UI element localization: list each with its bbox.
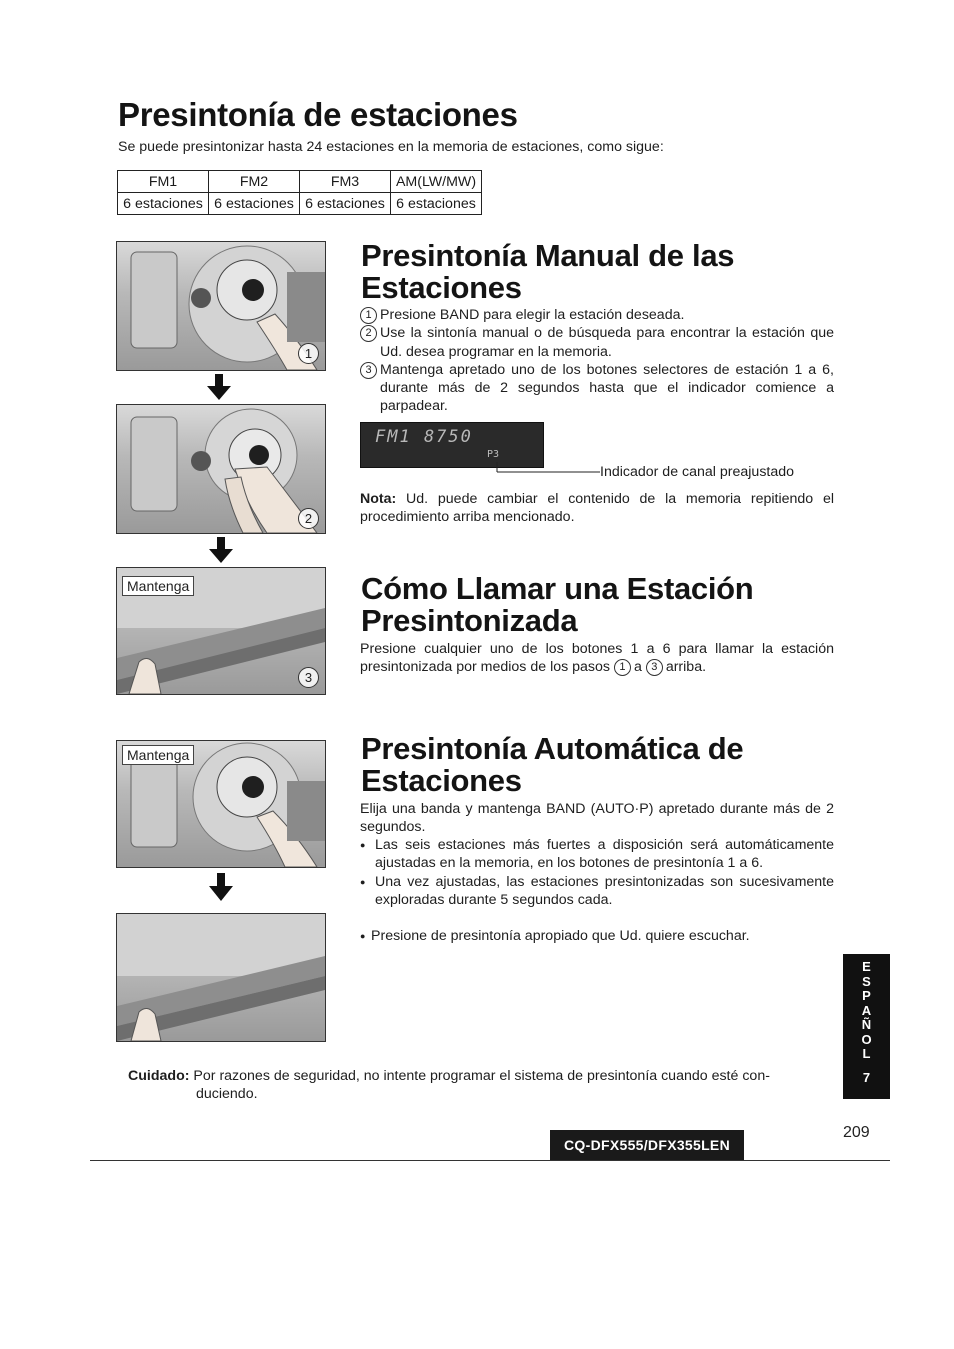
caution-text: Por razones de seguridad, no intente programar el sistema de presintonía cuando esté con-: [193, 1068, 770, 1084]
page-number: 209: [843, 1124, 870, 1141]
section-title-recall-line1: Cómo Llamar una Estación: [361, 571, 754, 606]
step-text: Use la sintonía manual o de búsqueda para encontrar la estación que Ud. desea programar en la memoria.: [380, 325, 834, 360]
note-paragraph: [360, 490, 834, 527]
down-arrow-icon: [208, 537, 234, 563]
section-intro: Se puede presintonizar hasta 24 estaciones en la memoria de estaciones, como sigue:: [118, 139, 664, 155]
mantenga-label: Mantenga: [122, 576, 194, 596]
side-tab-letter: L: [862, 1046, 871, 1061]
section-title-auto-line2: Estaciones: [361, 763, 522, 798]
recall-paragraph: [360, 640, 834, 677]
step-text: Mantenga apretado uno de los botones selectores de estación 1 a 6, durante más de 2 segundos hasta que el indicador comience a parpadear.: [380, 361, 834, 415]
recall-text: Presione cualquier uno de los botones 1 a 6 para llamar la estación presintonizada por medios de los pasos: [360, 641, 834, 676]
list-item: ● Las seis estaciones más fuertes a disposición será automáticamente ajustadas en la memoria, en los botones de presintonía 1 a 6.: [360, 836, 834, 873]
side-tab-letter: A: [861, 1002, 872, 1018]
table-header-cell: AM(LW/MW): [391, 171, 482, 193]
table-cell: 6 estaciones: [209, 193, 300, 215]
recall-text: arriba.: [665, 659, 707, 676]
section-title-manual-line2: Estaciones: [361, 270, 522, 305]
radio-dial-illustration: [117, 242, 325, 370]
step-number: 1: [360, 307, 377, 324]
section-title-recall-line2: Presintonizada: [361, 603, 578, 638]
manual-steps-list: [360, 306, 834, 416]
note-label: Nota:: [360, 491, 397, 507]
model-label: CQ-DFX555/DFX355LEN: [550, 1130, 744, 1161]
side-tab-letter: P: [862, 988, 871, 1003]
table-row: [118, 193, 482, 215]
figure-step1-photo: [116, 241, 326, 371]
table-cell: 6 estaciones: [118, 193, 209, 215]
table-cell: 6 estaciones: [391, 193, 482, 215]
table-cell: 6 estaciones: [300, 193, 391, 215]
section-title-auto-line1: Presintonía Automática de: [361, 731, 744, 766]
down-arrow-icon: [206, 374, 232, 400]
display-readout: FM1 8750: [375, 427, 473, 447]
section-title-manual-line1: Presintonía Manual de las: [361, 238, 735, 273]
step-number: 1: [614, 659, 631, 676]
caution-paragraph: [128, 1067, 828, 1085]
table-header-cell: FM2: [209, 171, 300, 193]
caution-label: Cuidado:: [128, 1068, 190, 1084]
figure-step2-photo: [116, 404, 326, 534]
list-item: [360, 306, 834, 324]
side-tab-letter: Ñ: [861, 1017, 872, 1032]
step-number: 2: [360, 325, 377, 342]
indicator-caption: Indicador de canal preajustado: [600, 464, 795, 480]
list-item: [360, 361, 834, 416]
step-marker: 3: [298, 667, 319, 688]
language-side-tab: [843, 954, 890, 1099]
auto-intro: Elija una banda y mantenga BAND (AUTO·P) apretado durante más de 2 segundos.: [360, 801, 834, 836]
preset-buttons-illustration: [117, 914, 325, 1041]
display-preset-channel: P3: [487, 449, 500, 460]
figure-step3-photo: [116, 567, 326, 695]
side-tab-number: 7: [862, 1069, 871, 1085]
step-text: Presione BAND para elegir la estación deseada.: [380, 307, 685, 323]
step-marker: 1: [298, 343, 319, 364]
side-tab-letter: O: [861, 1031, 872, 1047]
side-tab-letter: E: [862, 959, 871, 974]
auto-last-bullet: [360, 927, 834, 945]
table-header-cell: FM3: [300, 171, 391, 193]
table-header-cell: FM1: [118, 171, 209, 193]
list-item: ● Una vez ajustadas, las estaciones presintonizadas son sucesivamente exploradas durante 5 segundos cada.: [360, 873, 834, 910]
list-item: ● Presione de presintonía apropiado que Ud. quiere escuchar.: [360, 927, 834, 945]
mantenga-label: Mantenga: [122, 745, 194, 765]
figure-preset-buttons-photo: [116, 913, 326, 1042]
section-title-presintonia: Presintonía de estaciones: [118, 96, 518, 133]
step-number: 3: [360, 362, 377, 379]
caution-text-cont: duciendo.: [196, 1086, 258, 1102]
indicator-leader-line: [496, 462, 600, 474]
side-tab-letter: S: [862, 973, 871, 989]
note-text: Ud. puede cambiar el contenido de la memoria repitiendo el procedimiento arriba mencionado.: [360, 491, 834, 526]
step-marker: 2: [298, 508, 319, 529]
stations-table: [117, 170, 482, 215]
figure-auto-preset-photo: [116, 740, 326, 868]
auto-bullets: [360, 836, 834, 909]
footer-rule: [90, 1160, 890, 1161]
recall-text: a: [633, 659, 642, 676]
radio-dial-illustration: [117, 405, 325, 533]
table-header-row: [118, 171, 482, 193]
down-arrow-icon: [208, 873, 234, 901]
list-item: [360, 324, 834, 361]
step-number: 3: [646, 659, 663, 676]
